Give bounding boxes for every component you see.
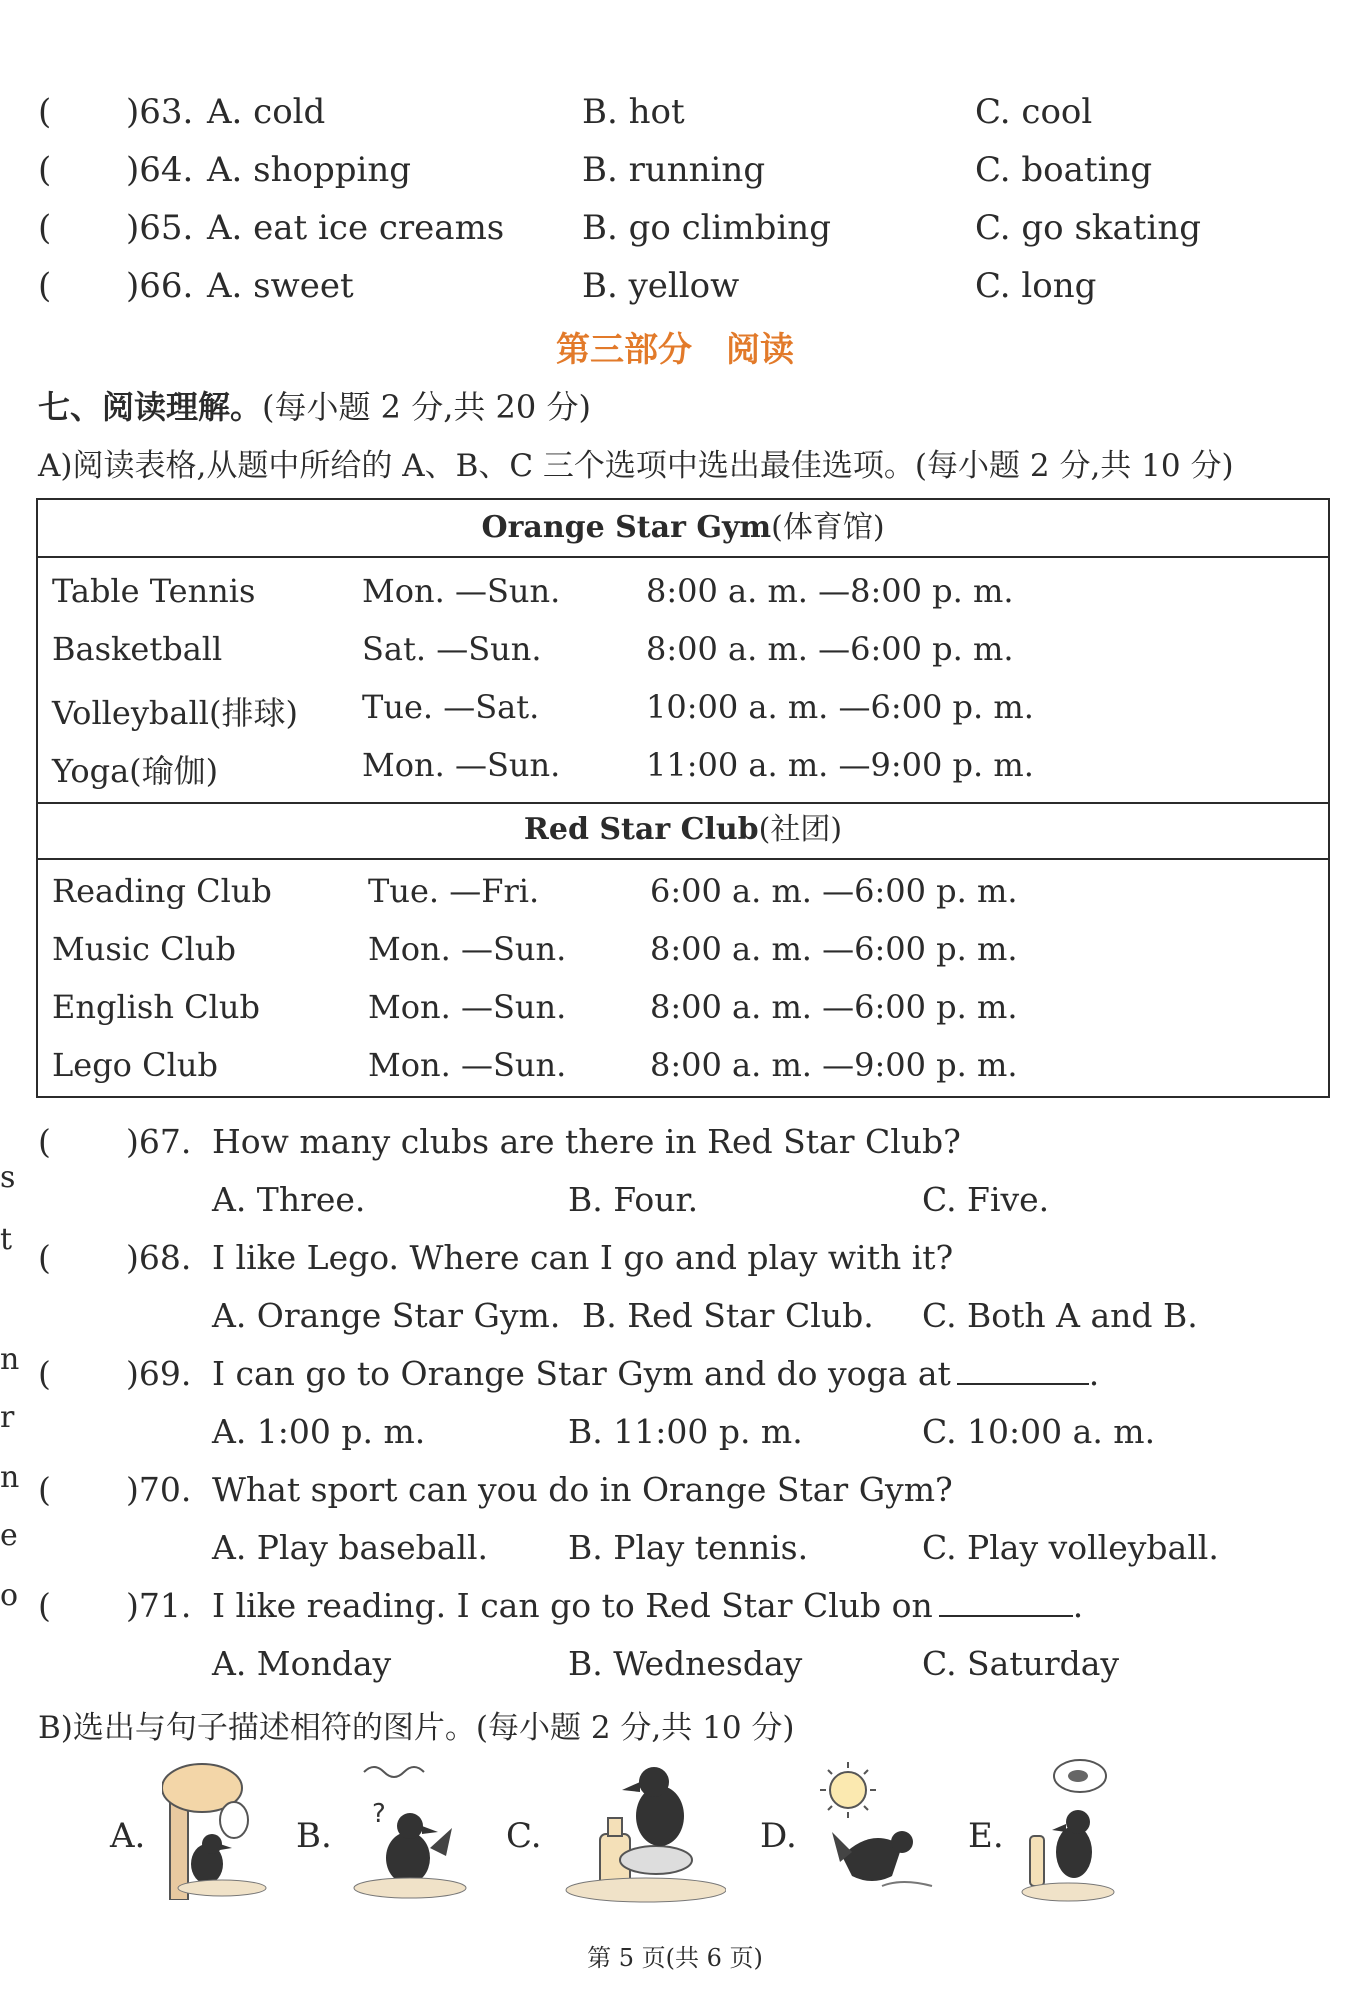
crow-under-tree-image [162,1760,272,1900]
activity-cell: Lego Club [52,1046,218,1084]
crow-flying-sun-image [812,1756,942,1906]
activity-cell: Yoga(瑜伽) [52,752,219,790]
activity-cell: Table Tennis [52,572,256,610]
question-stem-text: I can go to Orange Star Gym and do yoga at [212,1354,951,1393]
part-a-instruction: A)阅读表格,从题中所给的 A、B、C 三个选项中选出最佳选项。(每小题 2 分,共 10 分) [38,448,1234,484]
edge-char: o [0,1578,19,1613]
answer-paren[interactable]: ( [38,150,52,190]
svg-text:?: ? [372,1799,386,1829]
time-cell: 8:00 a. m. —9:00 p. m. [650,1046,1018,1084]
option-c: C. go skating [975,208,1201,248]
question-stem: What sport can you do in Orange Star Gym? [212,1470,953,1509]
edge-char: e [0,1518,18,1553]
table-divider [38,556,1328,558]
days-cell: Mon. —Sun. [368,930,567,968]
edge-char: n [0,1342,20,1377]
crow-with-bottle-image [556,1756,726,1906]
part-title: 第三部分 阅读 [556,330,794,370]
answer-paren[interactable]: ( [38,1470,51,1509]
section-heading-bold: 七、阅读理解。 [38,388,263,426]
option-b: B. Red Star Club. [582,1296,874,1335]
time-cell: 8:00 a. m. —6:00 p. m. [650,930,1018,968]
crow-thinking-image [344,1760,474,1900]
question-number: )67. [126,1122,192,1161]
table-row [38,746,1328,796]
option-c: C. Five. [922,1180,1050,1219]
time-cell: 8:00 a. m. —8:00 p. m. [646,572,1014,610]
option-a: A. Monday [212,1644,392,1683]
answer-paren[interactable]: ( [38,1238,51,1277]
answer-paren[interactable]: ( [38,266,52,306]
table-row [38,988,1328,1038]
page-footer: 第 5 页(共 6 页) [587,1944,763,1972]
option-b: B. Four. [568,1180,699,1219]
question-row-66 [0,266,1350,316]
section-heading-points: (每小题 2 分,共 20 分) [262,388,591,426]
option-b: B. Wednesday [568,1644,803,1683]
club-name: Red Star Club [523,812,759,847]
table-row [38,872,1328,922]
activity-cell: Music Club [52,930,236,968]
picture-label: C. [506,1816,542,1856]
time-cell: 10:00 a. m. —6:00 p. m. [646,688,1034,726]
option-b: B. hot [582,92,685,132]
picture-label: B. [296,1816,332,1856]
question-stem-text: I like reading. I can go to Red Star Club on [212,1586,933,1625]
question-number: )64. [126,150,194,190]
question-number: )71. [126,1586,192,1625]
days-cell: Tue. —Sat. [362,688,540,726]
answer-blank[interactable] [957,1359,1089,1385]
edge-char: t [0,1222,13,1257]
club-header [38,802,1328,858]
picture-label: D. [760,1816,797,1856]
table-row [38,630,1328,680]
table-divider [38,858,1328,860]
option-a: A. eat ice creams [207,208,505,248]
option-b: B. Play tennis. [568,1528,809,1567]
question-number: )65. [126,208,194,248]
answer-paren[interactable]: ( [38,1354,51,1393]
option-b: B. 11:00 p. m. [568,1412,803,1451]
part-b-instruction: B)选出与句子描述相符的图片。(每小题 2 分,共 10 分) [38,1710,795,1746]
question-stem: I like reading. I can go to Red Star Club on . [212,1586,1084,1625]
table-row [38,572,1328,622]
days-cell: Sat. —Sun. [362,630,542,668]
days-cell: Mon. —Sun. [362,746,561,784]
club-name-cn: (社团) [758,812,843,847]
schedule-table [36,498,1330,1098]
days-cell: Mon. —Sun. [368,988,567,1026]
question-number: )69. [126,1354,192,1393]
activity-cell: English Club [52,988,260,1026]
activity-cell: Volleyball(排球) [52,694,298,732]
time-cell: 11:00 a. m. —9:00 p. m. [646,746,1034,784]
option-a: A. 1:00 p. m. [212,1412,426,1451]
answer-paren[interactable]: ( [38,1122,51,1161]
answer-paren[interactable]: ( [38,208,52,248]
option-a: A. cold [207,92,326,132]
days-cell: Mon. —Sun. [362,572,561,610]
edge-char: s [0,1160,16,1195]
days-cell: Mon. —Sun. [368,1046,567,1084]
picture-label: E. [968,1816,1004,1856]
question-stem: I like Lego. Where can I go and play with it? [212,1238,954,1277]
option-c: C. 10:00 a. m. [922,1412,1156,1451]
days-cell: Tue. —Fri. [368,872,540,910]
question-stem: I can go to Orange Star Gym and do yoga at . [212,1354,1100,1393]
question-row-64 [0,150,1350,200]
answer-paren[interactable]: ( [38,92,52,132]
gym-name: Orange Star Gym [481,510,772,545]
question-number: )68. [126,1238,192,1277]
table-row [38,688,1328,738]
time-cell: 8:00 a. m. —6:00 p. m. [650,988,1018,1026]
option-c: C. Both A and B. [922,1296,1198,1335]
option-c: C. boating [975,150,1153,190]
option-c: C. Play volleyball. [922,1528,1219,1567]
option-c: C. cool [975,92,1093,132]
question-number: )63. [126,92,194,132]
question-number: )66. [126,266,194,306]
table-row [38,1046,1328,1096]
option-b: B. yellow [582,266,740,306]
question-number: )70. [126,1470,192,1509]
table-row [38,930,1328,980]
option-b: B. running [582,150,766,190]
option-a: A. shopping [207,150,412,190]
option-a: A. Orange Star Gym. [212,1296,561,1335]
option-a: A. sweet [207,266,354,306]
gym-name-cn: (体育馆) [771,510,885,545]
option-a: A. Play baseball. [212,1528,489,1567]
section-heading [38,382,591,428]
picture-label: A. [110,1816,146,1856]
edge-char: r [0,1400,15,1435]
crow-dreaming-image [1016,1756,1116,1906]
edge-char: n [0,1460,20,1495]
question-row-65 [0,208,1350,258]
question-row-63 [0,92,1350,142]
answer-paren[interactable]: ( [38,1586,51,1625]
time-cell: 8:00 a. m. —6:00 p. m. [646,630,1014,668]
activity-cell: Reading Club [52,872,272,910]
activity-cell: Basketball [52,630,223,668]
option-c: C. long [975,266,1097,306]
option-b: B. go climbing [582,208,831,248]
time-cell: 6:00 a. m. —6:00 p. m. [650,872,1018,910]
question-stem: How many clubs are there in Red Star Club? [212,1122,961,1161]
gym-header [38,500,1328,556]
option-a: A. Three. [212,1180,366,1219]
answer-blank[interactable] [939,1591,1073,1617]
option-c: C. Saturday [922,1644,1120,1683]
